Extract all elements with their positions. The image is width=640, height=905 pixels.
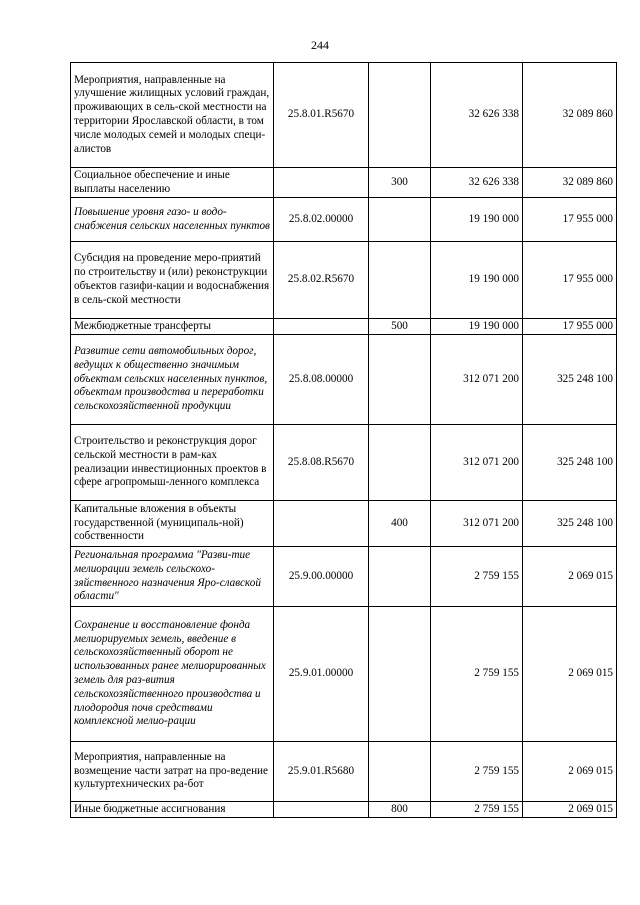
row-code-cell: 25.9.01.00000 — [274, 607, 369, 742]
row-amount-1-cell: 2 759 155 — [431, 607, 523, 742]
row-name-cell: Мероприятия, направленные на возмещение части затрат на про-ведение культуртехнических ра-бот — [71, 742, 274, 802]
row-amount-2-cell: 325 248 100 — [523, 501, 617, 547]
row-expense-type-cell — [369, 742, 431, 802]
table-row — [71, 501, 617, 547]
row-expense-type-cell: 500 — [369, 319, 431, 335]
row-amount-2-cell: 32 089 860 — [523, 63, 617, 168]
row-code-cell — [274, 319, 369, 335]
row-name-cell: Межбюджетные трансферты — [71, 319, 274, 335]
row-amount-1-cell: 32 626 338 — [431, 63, 523, 168]
table-row — [71, 425, 617, 501]
row-amount-2-cell: 17 955 000 — [523, 198, 617, 242]
row-code-cell: 25.8.01.R5670 — [274, 63, 369, 168]
row-amount-1-cell: 19 190 000 — [431, 242, 523, 319]
table-row — [71, 198, 617, 242]
row-expense-type-cell — [369, 335, 431, 425]
row-amount-2-cell: 2 069 015 — [523, 547, 617, 607]
row-amount-1-cell: 19 190 000 — [431, 319, 523, 335]
row-expense-type-cell — [369, 63, 431, 168]
row-amount-1-cell: 312 071 200 — [431, 425, 523, 501]
row-name-cell: Иные бюджетные ассигнования — [71, 802, 274, 818]
table-row — [71, 547, 617, 607]
row-amount-1-cell: 312 071 200 — [431, 335, 523, 425]
row-expense-type-cell — [369, 198, 431, 242]
row-amount-2-cell: 2 069 015 — [523, 802, 617, 818]
row-name-cell: Региональная программа "Разви-тие мелиорации земель сельскохо-зяйственного назначения Яро-славской области" — [71, 547, 274, 607]
row-code-cell: 25.8.08.R5670 — [274, 425, 369, 501]
row-code-cell — [274, 501, 369, 547]
row-amount-1-cell: 19 190 000 — [431, 198, 523, 242]
page-number: 244 — [311, 38, 329, 52]
row-expense-type-cell — [369, 242, 431, 319]
row-amount-1-cell: 2 759 155 — [431, 742, 523, 802]
row-amount-1-cell: 2 759 155 — [431, 802, 523, 818]
row-name-cell: Сохранение и восстановление фонда мелиорируемых земель, введение в сельскохозяйственный оборот не использованных ранее мелиорированных земель для раз-вития сельскохозяйственного производства и плодородия почв средствами комплексной мелио-рации — [71, 607, 274, 742]
row-code-cell — [274, 802, 369, 818]
budget-table-body — [71, 63, 617, 818]
row-amount-2-cell: 325 248 100 — [523, 335, 617, 425]
row-name-cell: Субсидия на проведение меро-приятий по строительству и (или) реконструкции объектов газифи-кации и водоснабжения в сель-ской местности — [71, 242, 274, 319]
row-code-cell: 25.9.01.R5680 — [274, 742, 369, 802]
row-expense-type-cell — [369, 607, 431, 742]
row-expense-type-cell — [369, 425, 431, 501]
table-row — [71, 742, 617, 802]
table-row — [71, 63, 617, 168]
table-row — [71, 802, 617, 818]
row-amount-1-cell: 2 759 155 — [431, 547, 523, 607]
row-expense-type-cell: 400 — [369, 501, 431, 547]
row-expense-type-cell — [369, 547, 431, 607]
row-code-cell: 25.9.00.00000 — [274, 547, 369, 607]
row-amount-2-cell: 2 069 015 — [523, 742, 617, 802]
row-amount-2-cell: 17 955 000 — [523, 242, 617, 319]
row-code-cell: 25.8.08.00000 — [274, 335, 369, 425]
table-row — [71, 607, 617, 742]
table-row — [71, 168, 617, 198]
row-name-cell: Развитие сети автомобильных дорог, ведущих к общественно значимым объектам сельских населенных пунктов, объектам производства и переработки сельскохозяйственной продукции — [71, 335, 274, 425]
row-name-cell: Мероприятия, направленные на улучшение жилищных условий граждан, проживающих в сель-ской местности на территории Ярославской области, в том числе молодых семей и молодых специ-алистов — [71, 63, 274, 168]
row-code-cell — [274, 168, 369, 198]
row-amount-1-cell: 312 071 200 — [431, 501, 523, 547]
row-amount-1-cell: 32 626 338 — [431, 168, 523, 198]
row-amount-2-cell: 32 089 860 — [523, 168, 617, 198]
table-row — [71, 335, 617, 425]
table-row — [71, 242, 617, 319]
row-name-cell: Повышение уровня газо- и водо-снабжения сельских населенных пунктов — [71, 198, 274, 242]
row-name-cell: Социальное обеспечение и иные выплаты населению — [71, 168, 274, 198]
table-row — [71, 319, 617, 335]
row-expense-type-cell: 800 — [369, 802, 431, 818]
row-name-cell: Строительство и реконструкция дорог сельской местности в рам-ках реализации инвестиционных проектов в сфере агропромыш-ленного комплекса — [71, 425, 274, 501]
row-amount-2-cell: 2 069 015 — [523, 607, 617, 742]
row-name-cell: Капитальные вложения в объекты государственной (муниципаль-ной) собственности — [71, 501, 274, 547]
budget-table — [70, 62, 617, 818]
row-amount-2-cell: 17 955 000 — [523, 319, 617, 335]
row-expense-type-cell: 300 — [369, 168, 431, 198]
row-amount-2-cell: 325 248 100 — [523, 425, 617, 501]
row-code-cell: 25.8.02.R5670 — [274, 242, 369, 319]
row-code-cell: 25.8.02.00000 — [274, 198, 369, 242]
